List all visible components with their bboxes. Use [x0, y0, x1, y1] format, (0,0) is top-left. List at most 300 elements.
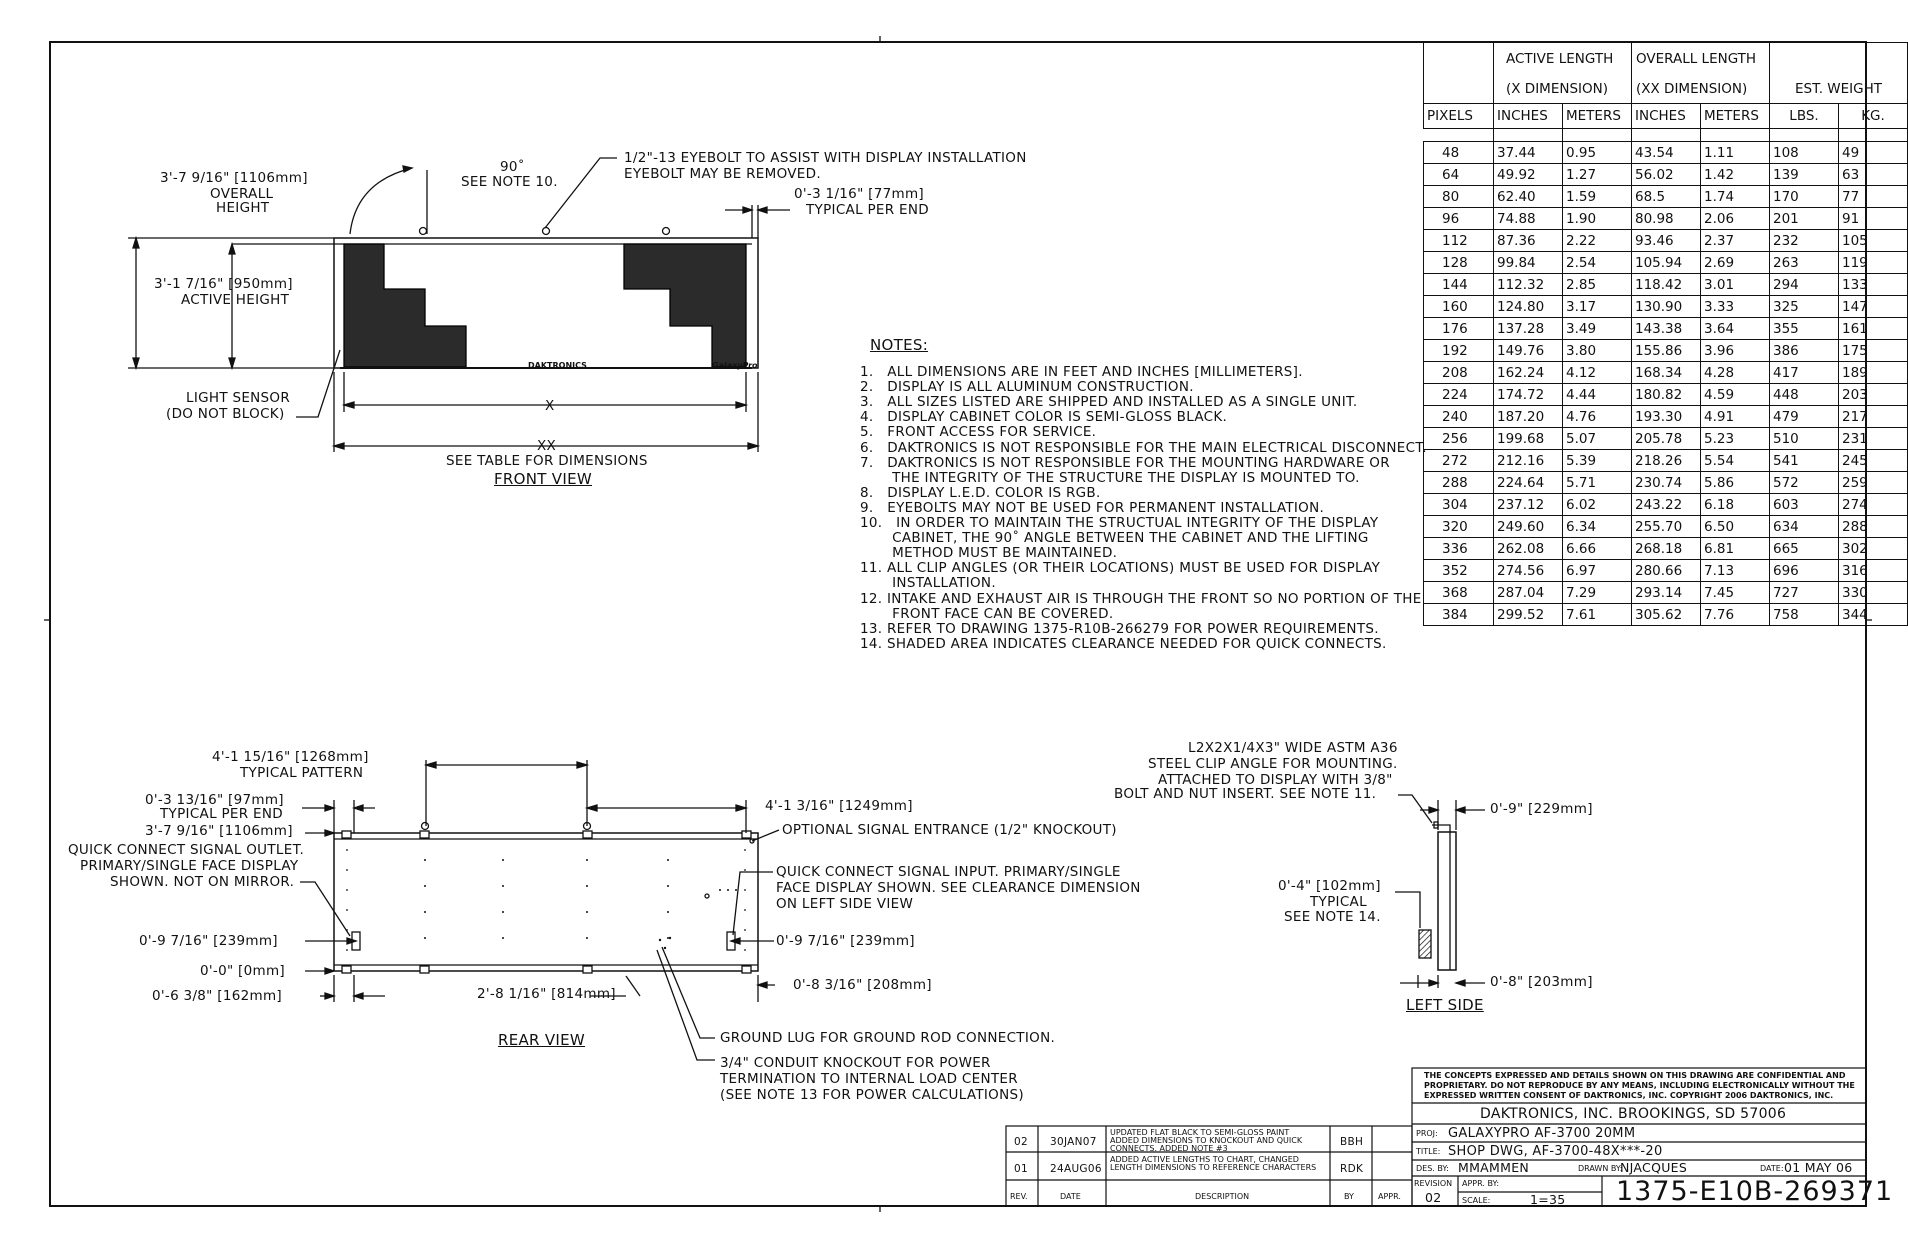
- table-cell: 7.29: [1563, 582, 1632, 604]
- date-label: DATE:: [1760, 1164, 1784, 1173]
- table-cell: 49: [1839, 142, 1908, 164]
- note-line: 14. SHADED AREA INDICATES CLEARANCE NEEDED FOR QUICK CONNECTS.: [860, 635, 1387, 652]
- table-column-header: KG.: [1839, 104, 1908, 129]
- rev-hdr-appr: APPR.: [1378, 1192, 1401, 1201]
- table-cell: 274: [1839, 494, 1908, 516]
- table-cell: 302: [1839, 538, 1908, 560]
- front-brand-galaxypro: GalaxyPro: [712, 361, 758, 370]
- table-cell: 112: [1424, 230, 1494, 252]
- left-side-drawing: [1395, 795, 1485, 988]
- table-cell: 189: [1839, 362, 1908, 384]
- title-label: TITLE:: [1416, 1147, 1441, 1156]
- table-cell: 217: [1839, 406, 1908, 428]
- revision-number: 02: [1425, 1190, 1442, 1205]
- table-cell: 696: [1770, 560, 1839, 582]
- conduit-label-3: (SEE NOTE 13 FOR POWER CALCULATIONS): [720, 1087, 1024, 1103]
- table-cell: 7.61: [1563, 604, 1632, 626]
- table-cell: 2.69: [1701, 252, 1770, 274]
- qc-input-label-3: ON LEFT SIDE VIEW: [776, 896, 914, 912]
- table-body: [1424, 129, 1908, 626]
- table-row: [1424, 450, 1908, 472]
- rev-hdr-desc: DESCRIPTION: [1195, 1192, 1250, 1201]
- x-dimension-label: X: [545, 398, 555, 414]
- eyebolt-callout: 1/2"-13 EYEBOLT TO ASSIST WITH DISPLAY INSTALLATION: [624, 150, 1027, 166]
- table-cell: 448: [1770, 384, 1839, 406]
- rear-view-drawing: [300, 760, 779, 1060]
- revision-description: LENGTH DIMENSIONS TO REFERENCE CHARACTERS: [1110, 1163, 1317, 1172]
- note-line: 11. ALL CLIP ANGLES (OR THEIR LOCATIONS) MUST BE USED FOR DISPLAY: [860, 560, 1381, 577]
- table-cell: 218.26: [1632, 450, 1701, 472]
- table-cell: 299.52: [1494, 604, 1563, 626]
- table-cell: 6.34: [1563, 516, 1632, 538]
- side-note-label: SEE NOTE 14.: [1284, 909, 1381, 925]
- table-cell: 2.06: [1701, 208, 1770, 230]
- mid-814-dim: 2'-8 1/16" [814mm]: [477, 986, 616, 1002]
- table-cell: 240: [1424, 406, 1494, 428]
- table-cell: 105: [1839, 230, 1908, 252]
- designer-label: DES. BY:: [1416, 1164, 1449, 1173]
- table-cell: 77: [1839, 186, 1908, 208]
- table-cell: 174.72: [1494, 384, 1563, 406]
- clip-angle-label: L2X2X1/4X3" WIDE ASTM A36: [1188, 740, 1398, 756]
- table-column-header: PIXELS: [1424, 104, 1494, 129]
- rev-hdr-rev: REV.: [1010, 1192, 1028, 1201]
- table-cell: 124.80: [1494, 296, 1563, 318]
- table-cell: 74.88: [1494, 208, 1563, 230]
- table-cell: 6.50: [1701, 516, 1770, 538]
- note-line: 12. INTAKE AND EXHAUST AIR IS THROUGH THE FRONT SO NO PORTION OF THE: [860, 590, 1422, 607]
- table-cell: 37.44: [1494, 142, 1563, 164]
- drawing-number: 1375-E10B-269371: [1616, 1176, 1894, 1207]
- qc-outlet-label: QUICK CONNECT SIGNAL OUTLET.: [68, 842, 305, 858]
- table-cell: 5.23: [1701, 428, 1770, 450]
- revision-description: ADDED DIMENSIONS TO KNOCKOUT AND QUICK: [1110, 1136, 1303, 1145]
- table-cell: 56.02: [1632, 164, 1701, 186]
- eyebolt-icon: [543, 228, 550, 235]
- table-cell: 603: [1770, 494, 1839, 516]
- table-cell: 93.46: [1632, 230, 1701, 252]
- table-cell: 128: [1424, 252, 1494, 274]
- table-cell: 3.17: [1563, 296, 1632, 318]
- table-cell: 160: [1424, 296, 1494, 318]
- table-cell: 304: [1424, 494, 1494, 516]
- rev-hdr-date: DATE: [1060, 1192, 1081, 1201]
- table-corner-2: [1424, 75, 1494, 104]
- table-cell: 68.5: [1632, 186, 1701, 208]
- table-cell: 96: [1424, 208, 1494, 230]
- table-cell: 187.20: [1494, 406, 1563, 428]
- table-cell: 6.18: [1701, 494, 1770, 516]
- table-row: [1424, 516, 1908, 538]
- table-cell: 1.74: [1701, 186, 1770, 208]
- drawn-label: DRAWN BY:: [1578, 1164, 1623, 1173]
- note-line: CABINET, THE 90˚ ANGLE BETWEEN THE CABINET AND THE LIFTING: [860, 530, 1369, 547]
- table-cell: 91: [1839, 208, 1908, 230]
- table-cell: 344: [1839, 604, 1908, 626]
- confidential-line-1: THE CONCEPTS EXPRESSED AND DETAILS SHOWN ON THIS DRAWING ARE CONFIDENTIAL AND: [1424, 1071, 1846, 1080]
- note-line: 1. ALL DIMENSIONS ARE IN FEET AND INCHES [MILLIMETERS].: [860, 364, 1303, 380]
- note-line: 5. FRONT ACCESS FOR SERVICE.: [860, 424, 1097, 441]
- table-row: [1424, 604, 1908, 626]
- notes-heading: NOTES:: [870, 336, 929, 354]
- revision-description: ADDED ACTIVE LENGTHS TO CHART, CHANGED: [1110, 1155, 1299, 1164]
- table-cell: 119: [1839, 252, 1908, 274]
- table-cell: 224.64: [1494, 472, 1563, 494]
- table-cell: 1.42: [1701, 164, 1770, 186]
- table-cell: 368: [1424, 582, 1494, 604]
- table-cell: 386: [1770, 340, 1839, 362]
- left-side-title: LEFT SIDE: [1406, 996, 1484, 1014]
- table-cell: 4.12: [1563, 362, 1632, 384]
- table-row: [1424, 340, 1908, 362]
- table-column-header: METERS: [1563, 104, 1632, 129]
- table-cell: 168.34: [1632, 362, 1701, 384]
- table-row: [1424, 406, 1908, 428]
- table-row: [1424, 318, 1908, 340]
- designer-name: MMAMMEN: [1458, 1160, 1530, 1175]
- table-cell: 1.59: [1563, 186, 1632, 208]
- note-line: 6. DAKTRONICS IS NOT RESPONSIBLE FOR THE MAIN ELECTRICAL DISCONNECT.: [860, 439, 1427, 456]
- note-line: INSTALLATION.: [860, 575, 996, 592]
- revision-rev: 02: [1014, 1136, 1028, 1148]
- note-line: 2. DISPLAY IS ALL ALUMINUM CONSTRUCTION.: [860, 379, 1194, 396]
- side-typical-label: TYPICAL: [1310, 894, 1367, 910]
- approved-label: APPR. BY:: [1462, 1179, 1500, 1188]
- table-row: [1424, 296, 1908, 318]
- table-cell: 325: [1770, 296, 1839, 318]
- qc-input-label-2: FACE DISPLAY SHOWN. SEE CLEARANCE DIMENSION: [776, 880, 1141, 896]
- rear-right-dim: 4'-1 3/16" [1249mm]: [765, 798, 913, 814]
- scale-label: SCALE:: [1462, 1196, 1491, 1205]
- table-cell: 4.44: [1563, 384, 1632, 406]
- active-height-dim: 3'-1 7/16" [950mm]: [154, 276, 293, 292]
- table-cell: 7.45: [1701, 582, 1770, 604]
- eyebolt-icon: [663, 228, 670, 235]
- angle-note: SEE NOTE 10.: [461, 174, 558, 190]
- conduit-label: 3/4" CONDUIT KNOCKOUT FOR POWER: [720, 1055, 991, 1071]
- table-cell: 4.28: [1701, 362, 1770, 384]
- side-203-dim: 0'-8" [203mm]: [1490, 974, 1593, 990]
- left-162-dim: 0'-6 3/8" [162mm]: [152, 988, 282, 1004]
- hdr-active-1: ACTIVE LENGTH: [1494, 43, 1632, 76]
- table-cell: 192: [1424, 340, 1494, 362]
- table-cell: 287.04: [1494, 582, 1563, 604]
- table-cell: 293.14: [1632, 582, 1701, 604]
- table-cell: 5.07: [1563, 428, 1632, 450]
- note-line: 3. ALL SIZES LISTED ARE SHIPPED AND INSTALLED AS A SINGLE UNIT.: [860, 394, 1358, 411]
- rear-pattern-dim: 4'-1 15/16" [1268mm]: [212, 749, 369, 765]
- table-cell: 203: [1839, 384, 1908, 406]
- table-cell: 130.90: [1632, 296, 1701, 318]
- table-row: [1424, 252, 1908, 274]
- table-cell: 3.49: [1563, 318, 1632, 340]
- table-cell: 49.92: [1494, 164, 1563, 186]
- table-cell: 162.24: [1494, 362, 1563, 384]
- table-column-header: LBS.: [1770, 104, 1839, 129]
- rear-fastener-dots: [346, 849, 746, 951]
- table-cell: 80: [1424, 186, 1494, 208]
- rear-perend-label: TYPICAL PER END: [160, 806, 283, 822]
- table-cell: 727: [1770, 582, 1839, 604]
- revision-label: REVISION: [1414, 1179, 1453, 1188]
- table-cell: 0.95: [1563, 142, 1632, 164]
- table-cell: 237.12: [1494, 494, 1563, 516]
- table-cell: 4.76: [1563, 406, 1632, 428]
- table-cell: 320: [1424, 516, 1494, 538]
- table-cell: 199.68: [1494, 428, 1563, 450]
- qc-outlet-label-2: PRIMARY/SINGLE FACE DISPLAY: [80, 858, 299, 874]
- table-cell: 161: [1839, 318, 1908, 340]
- table-cell: 201: [1770, 208, 1839, 230]
- table-cell: 155.86: [1632, 340, 1701, 362]
- see-table-note: SEE TABLE FOR DIMENSIONS: [446, 453, 648, 469]
- table-column-headers: [1424, 104, 1908, 129]
- table-cell: 7.76: [1701, 604, 1770, 626]
- zero-dim: 0'-0" [0mm]: [200, 963, 285, 979]
- side-229-dim: 0'-9" [229mm]: [1490, 801, 1593, 817]
- rear-view-title: REAR VIEW: [498, 1031, 586, 1049]
- table-cell: 274.56: [1494, 560, 1563, 582]
- table-cell: 170: [1770, 186, 1839, 208]
- table-cell: 108: [1770, 142, 1839, 164]
- table-cell: 5.71: [1563, 472, 1632, 494]
- table-cell: 572: [1770, 472, 1839, 494]
- note-line: 7. DAKTRONICS IS NOT RESPONSIBLE FOR THE MOUNTING HARDWARE OR: [860, 454, 1390, 471]
- table-cell: 212.16: [1494, 450, 1563, 472]
- note-line: 10. IN ORDER TO MAINTAIN THE STRUCTUAL INTEGRITY OF THE DISPLAY: [860, 515, 1379, 531]
- note-line: 13. REFER TO DRAWING 1375-R10B-266279 FOR POWER REQUIREMENTS.: [860, 620, 1379, 637]
- note-line: METHOD MUST BE MAINTAINED.: [860, 545, 1118, 562]
- table-row: [1424, 274, 1908, 296]
- table-corner: [1424, 43, 1494, 76]
- rear-cabinet-outline: [334, 833, 758, 971]
- ground-lug-label: GROUND LUG FOR GROUND ROD CONNECTION.: [720, 1030, 1056, 1046]
- table-cell: 5.86: [1701, 472, 1770, 494]
- table-column-header: INCHES: [1632, 104, 1701, 129]
- end-dimension-note: TYPICAL PER END: [806, 202, 929, 218]
- table-cell: 256: [1424, 428, 1494, 450]
- table-cell: 245: [1839, 450, 1908, 472]
- table-cell: 180.82: [1632, 384, 1701, 406]
- rear-pattern-label: TYPICAL PATTERN: [240, 765, 364, 781]
- revision-by: RDK: [1340, 1163, 1364, 1175]
- confidential-line-2: PROPRIETARY. DO NOT REPRODUCE BY ANY MEANS, INCLUDING ELECTRONICALLY WITHOUT THE: [1424, 1081, 1855, 1090]
- note-line: FRONT FACE CAN BE COVERED.: [860, 605, 1114, 622]
- table-cell: 6.66: [1563, 538, 1632, 560]
- table-cell: 2.22: [1563, 230, 1632, 252]
- table-cell: 175: [1839, 340, 1908, 362]
- table-cell: 48: [1424, 142, 1494, 164]
- table-cell: 2.85: [1563, 274, 1632, 296]
- side-cabinet-outline: [1438, 832, 1456, 970]
- table-cell: 541: [1770, 450, 1839, 472]
- table-cell: 2.37: [1701, 230, 1770, 252]
- note-line: 4. DISPLAY CABINET COLOR IS SEMI-GLOSS BLACK.: [860, 409, 1228, 426]
- table-cell: 63: [1839, 164, 1908, 186]
- front-overall-label: OVERALL: [210, 186, 274, 202]
- rev-hdr-by: BY: [1344, 1192, 1354, 1201]
- table-cell: 118.42: [1632, 274, 1701, 296]
- table-cell: 193.30: [1632, 406, 1701, 428]
- table-cell: 330: [1839, 582, 1908, 604]
- table-cell: 352: [1424, 560, 1494, 582]
- table-cell: 288: [1839, 516, 1908, 538]
- table-cell: 99.84: [1494, 252, 1563, 274]
- table-cell: 112.32: [1494, 274, 1563, 296]
- table-row: [1424, 538, 1908, 560]
- active-height-label: ACTIVE HEIGHT: [181, 292, 290, 308]
- table-cell: 5.39: [1563, 450, 1632, 472]
- left-239-dim: 0'-9 7/16" [239mm]: [139, 933, 278, 949]
- note-line: 8. DISPLAY L.E.D. COLOR IS RGB.: [860, 484, 1101, 501]
- company-line: DAKTRONICS, INC. BROOKINGS, SD 57006: [1480, 1106, 1787, 1122]
- led-panel-left: [344, 244, 466, 367]
- revision-description: CONNECTS. ADDED NOTE #3: [1110, 1144, 1228, 1153]
- table-row: [1424, 230, 1908, 252]
- table-cell: 6.81: [1701, 538, 1770, 560]
- revision-by: BBH: [1340, 1136, 1364, 1148]
- table-cell: 1.11: [1701, 142, 1770, 164]
- table-spacer: [1424, 129, 1908, 142]
- optional-entrance-label: OPTIONAL SIGNAL ENTRANCE (1/2" KNOCKOUT): [782, 822, 1117, 838]
- drawn-name: NJACQUES: [1620, 1160, 1688, 1175]
- table-cell: 137.28: [1494, 318, 1563, 340]
- qc-input-label: QUICK CONNECT SIGNAL INPUT. PRIMARY/SINGLE: [776, 864, 1121, 880]
- table-cell: 231: [1839, 428, 1908, 450]
- table-cell: 230.74: [1632, 472, 1701, 494]
- angle-label: 90˚: [500, 159, 525, 175]
- project-name: GALAXYPRO AF-3700 20MM: [1448, 1126, 1636, 1141]
- table-row: [1424, 142, 1908, 164]
- qc-outlet-label-3: SHOWN. NOT ON MIRROR.: [110, 874, 295, 890]
- table-cell: 4.91: [1701, 406, 1770, 428]
- table-column-header: INCHES: [1494, 104, 1563, 129]
- side-102-dim: 0'-4" [102mm]: [1278, 878, 1381, 894]
- front-view-title: FRONT VIEW: [494, 470, 593, 488]
- table-row: [1424, 384, 1908, 406]
- rear-perend-dim: 0'-3 13/16" [97mm]: [145, 792, 284, 808]
- table-cell: 417: [1770, 362, 1839, 384]
- table-cell: 3.96: [1701, 340, 1770, 362]
- table-cell: 43.54: [1632, 142, 1701, 164]
- table-cell: 255.70: [1632, 516, 1701, 538]
- table-cell: 758: [1770, 604, 1839, 626]
- hdr-weight-top: [1770, 43, 1908, 76]
- hdr-overall-2: (XX DIMENSION): [1632, 75, 1770, 104]
- table-cell: 665: [1770, 538, 1839, 560]
- table-cell: 3.64: [1701, 318, 1770, 340]
- table-cell: 268.18: [1632, 538, 1701, 560]
- confidential-line-3: EXPRESSED WRITTEN CONSENT OF DAKTRONICS, INC. COPYRIGHT 2006 DAKTRONICS, INC.: [1424, 1091, 1834, 1100]
- table-cell: 3.80: [1563, 340, 1632, 362]
- table-cell: 3.33: [1701, 296, 1770, 318]
- table-cell: 3.01: [1701, 274, 1770, 296]
- table-cell: 272: [1424, 450, 1494, 472]
- table-row: [1424, 494, 1908, 516]
- table-cell: 143.38: [1632, 318, 1701, 340]
- proj-label: PROJ:: [1416, 1129, 1438, 1138]
- table-cell: 1.90: [1563, 208, 1632, 230]
- front-brand-daktronics: DAKTRONICS: [528, 361, 587, 370]
- table-cell: 87.36: [1494, 230, 1563, 252]
- front-overall-height-dim: 3'-7 9/16" [1106mm]: [160, 170, 308, 186]
- table-cell: 64: [1424, 164, 1494, 186]
- table-row: [1424, 186, 1908, 208]
- table-cell: 479: [1770, 406, 1839, 428]
- table-cell: 149.76: [1494, 340, 1563, 362]
- table-cell: 5.54: [1701, 450, 1770, 472]
- end-dimension: 0'-3 1/16" [77mm]: [794, 186, 924, 202]
- drawing-date: 01 MAY 06: [1784, 1160, 1853, 1175]
- table-cell: 139: [1770, 164, 1839, 186]
- table-row: [1424, 164, 1908, 186]
- xx-dimension-label: XX: [537, 438, 557, 454]
- table-column-header: METERS: [1701, 104, 1770, 129]
- drawing-title: SHOP DWG, AF-3700-48X***-20: [1448, 1144, 1663, 1159]
- light-sensor-label: LIGHT SENSOR: [186, 390, 291, 406]
- table-row: [1424, 208, 1908, 230]
- table-cell: 7.13: [1701, 560, 1770, 582]
- table-cell: 144: [1424, 274, 1494, 296]
- table-cell: 294: [1770, 274, 1839, 296]
- table-cell: 176: [1424, 318, 1494, 340]
- table-cell: 2.54: [1563, 252, 1632, 274]
- table-cell: 355: [1770, 318, 1839, 340]
- table-cell: 249.60: [1494, 516, 1563, 538]
- table-cell: 62.40: [1494, 186, 1563, 208]
- hdr-active-2: (X DIMENSION): [1494, 75, 1632, 104]
- table-row: [1424, 472, 1908, 494]
- eyebolt-icon: [422, 823, 429, 830]
- clip-angle-label-3: ATTACHED TO DISPLAY WITH 3/8": [1158, 772, 1393, 788]
- rear-height-dim: 3'-7 9/16" [1106mm]: [145, 823, 293, 839]
- table-cell: 280.66: [1632, 560, 1701, 582]
- hdr-weight: EST. WEIGHT: [1770, 75, 1908, 104]
- revision-date: 30JAN07: [1050, 1136, 1097, 1148]
- dimension-table: [1423, 42, 1908, 626]
- table-cell: 384: [1424, 604, 1494, 626]
- revision-rev: 01: [1014, 1163, 1028, 1175]
- table-cell: 243.22: [1632, 494, 1701, 516]
- table-cell: 1.27: [1563, 164, 1632, 186]
- table-cell: 305.62: [1632, 604, 1701, 626]
- revision-description: UPDATED FLAT BLACK TO SEMI-GLOSS PAINT: [1110, 1128, 1290, 1137]
- table-cell: 80.98: [1632, 208, 1701, 230]
- table-cell: 208: [1424, 362, 1494, 384]
- conduit-label-2: TERMINATION TO INTERNAL LOAD CENTER: [720, 1071, 1018, 1087]
- table-cell: 336: [1424, 538, 1494, 560]
- right-239-dim: 0'-9 7/16" [239mm]: [776, 933, 915, 949]
- eyebolt-callout-2: EYEBOLT MAY BE REMOVED.: [624, 166, 821, 182]
- table-cell: 316: [1839, 560, 1908, 582]
- table-cell: 105.94: [1632, 252, 1701, 274]
- table-cell: 6.02: [1563, 494, 1632, 516]
- table-cell: 232: [1770, 230, 1839, 252]
- table-cell: 4.59: [1701, 384, 1770, 406]
- scale-value: 1=35: [1530, 1192, 1566, 1207]
- note-line: THE INTEGRITY OF THE STRUCTURE THE DISPLAY IS MOUNTED TO.: [860, 469, 1360, 486]
- led-panel-right: [624, 244, 746, 367]
- table-cell: 634: [1770, 516, 1839, 538]
- clip-angle-label-4: BOLT AND NUT INSERT. SEE NOTE 11.: [1114, 786, 1377, 802]
- note-line: 9. EYEBOLTS MAY NOT BE USED FOR PERMANENT INSTALLATION.: [860, 499, 1325, 516]
- hdr-overall-1: OVERALL LENGTH: [1632, 43, 1770, 76]
- front-height-label: HEIGHT: [216, 200, 270, 216]
- table-cell: 147: [1839, 296, 1908, 318]
- table-cell: 263: [1770, 252, 1839, 274]
- table-cell: 133: [1839, 274, 1908, 296]
- table-row: [1424, 582, 1908, 604]
